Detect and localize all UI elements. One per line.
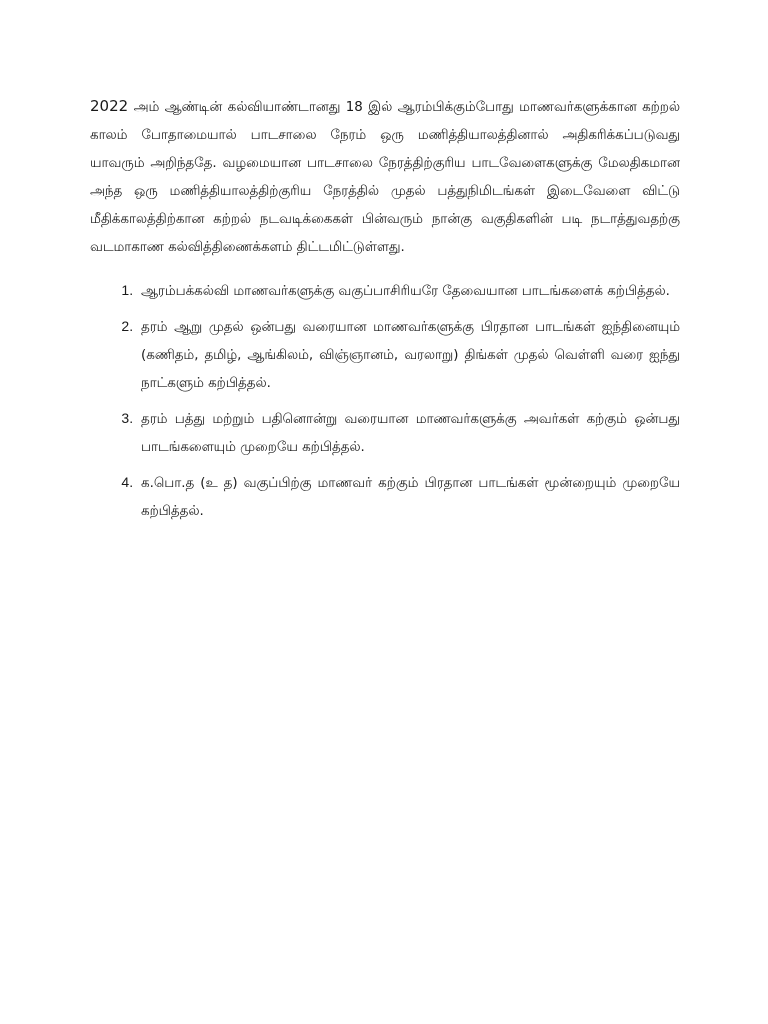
- intro-paragraph: [90, 92, 680, 262]
- list-item: 1. ஆரம்பக்கல்வி மாணவர்களுக்கு வகுப்பாசிரியரே தேவையான பாடங்களைக் கற்பித்தல்.: [137, 276, 680, 306]
- numbered-list: [90, 276, 680, 526]
- document-body: [90, 92, 680, 532]
- list-item: 2. தரம் ஆறு முதல் ஒன்பது வரையான மாணவர்களுக்கு பிரதான பாடங்கள் ஐந்தினையும் (கணிதம், தமிழ், ஆங்கிலம், விஞ்ஞானம், வரலாறு) திங்கள் முதல் வெள்ளி வரை ஐந்து நாட்களும் கற்பித்தல்.: [137, 312, 680, 398]
- list-item: 4. க.பொ.த (உ த) வகுப்பிற்கு மாணவர் கற்கும் பிரதான பாடங்கள் மூன்றையும் முறையே கற்பித்தல்.: [137, 468, 680, 526]
- list-item: 3. தரம் பத்து மற்றும் பதினொன்று வரையான மாணவர்களுக்கு அவர்கள் கற்கும் ஒன்பது பாடங்களையும் முறையே கற்பித்தல்.: [137, 404, 680, 462]
- intro-year: 2022: [90, 97, 129, 115]
- intro-text: அம் ஆண்டின் கல்வியாண்டானது 18 இல் ஆரம்பிக்கும்போது மாணவர்களுக்கான கற்றல் காலம் போதாமையால் பாடசாலை நேரம் ஒரு மணித்தியாலத்தினால் அதிகரிக்கப்படுவது யாவரும் அறிந்ததே. வழமையான பாடசாலை நேரத்திற்குரிய பாடவேளைகளுக்கு மேலதிகமான அந்த ஒரு மணித்தியாலத்திற்குரிய நேரத்தில் முதல் பத்துநிமிடங்கள் இடைவேளை விட்டு மீதிக்காலத்திற்கான கற்றல் நடவடிக்கைகள் பின்வரும் நான்கு வகுதிகளின் படி நடாத்துவதற்கு வடமாகாண கல்வித்திணைக்களம் திட்டமிட்டுள்ளது.: [90, 100, 680, 255]
